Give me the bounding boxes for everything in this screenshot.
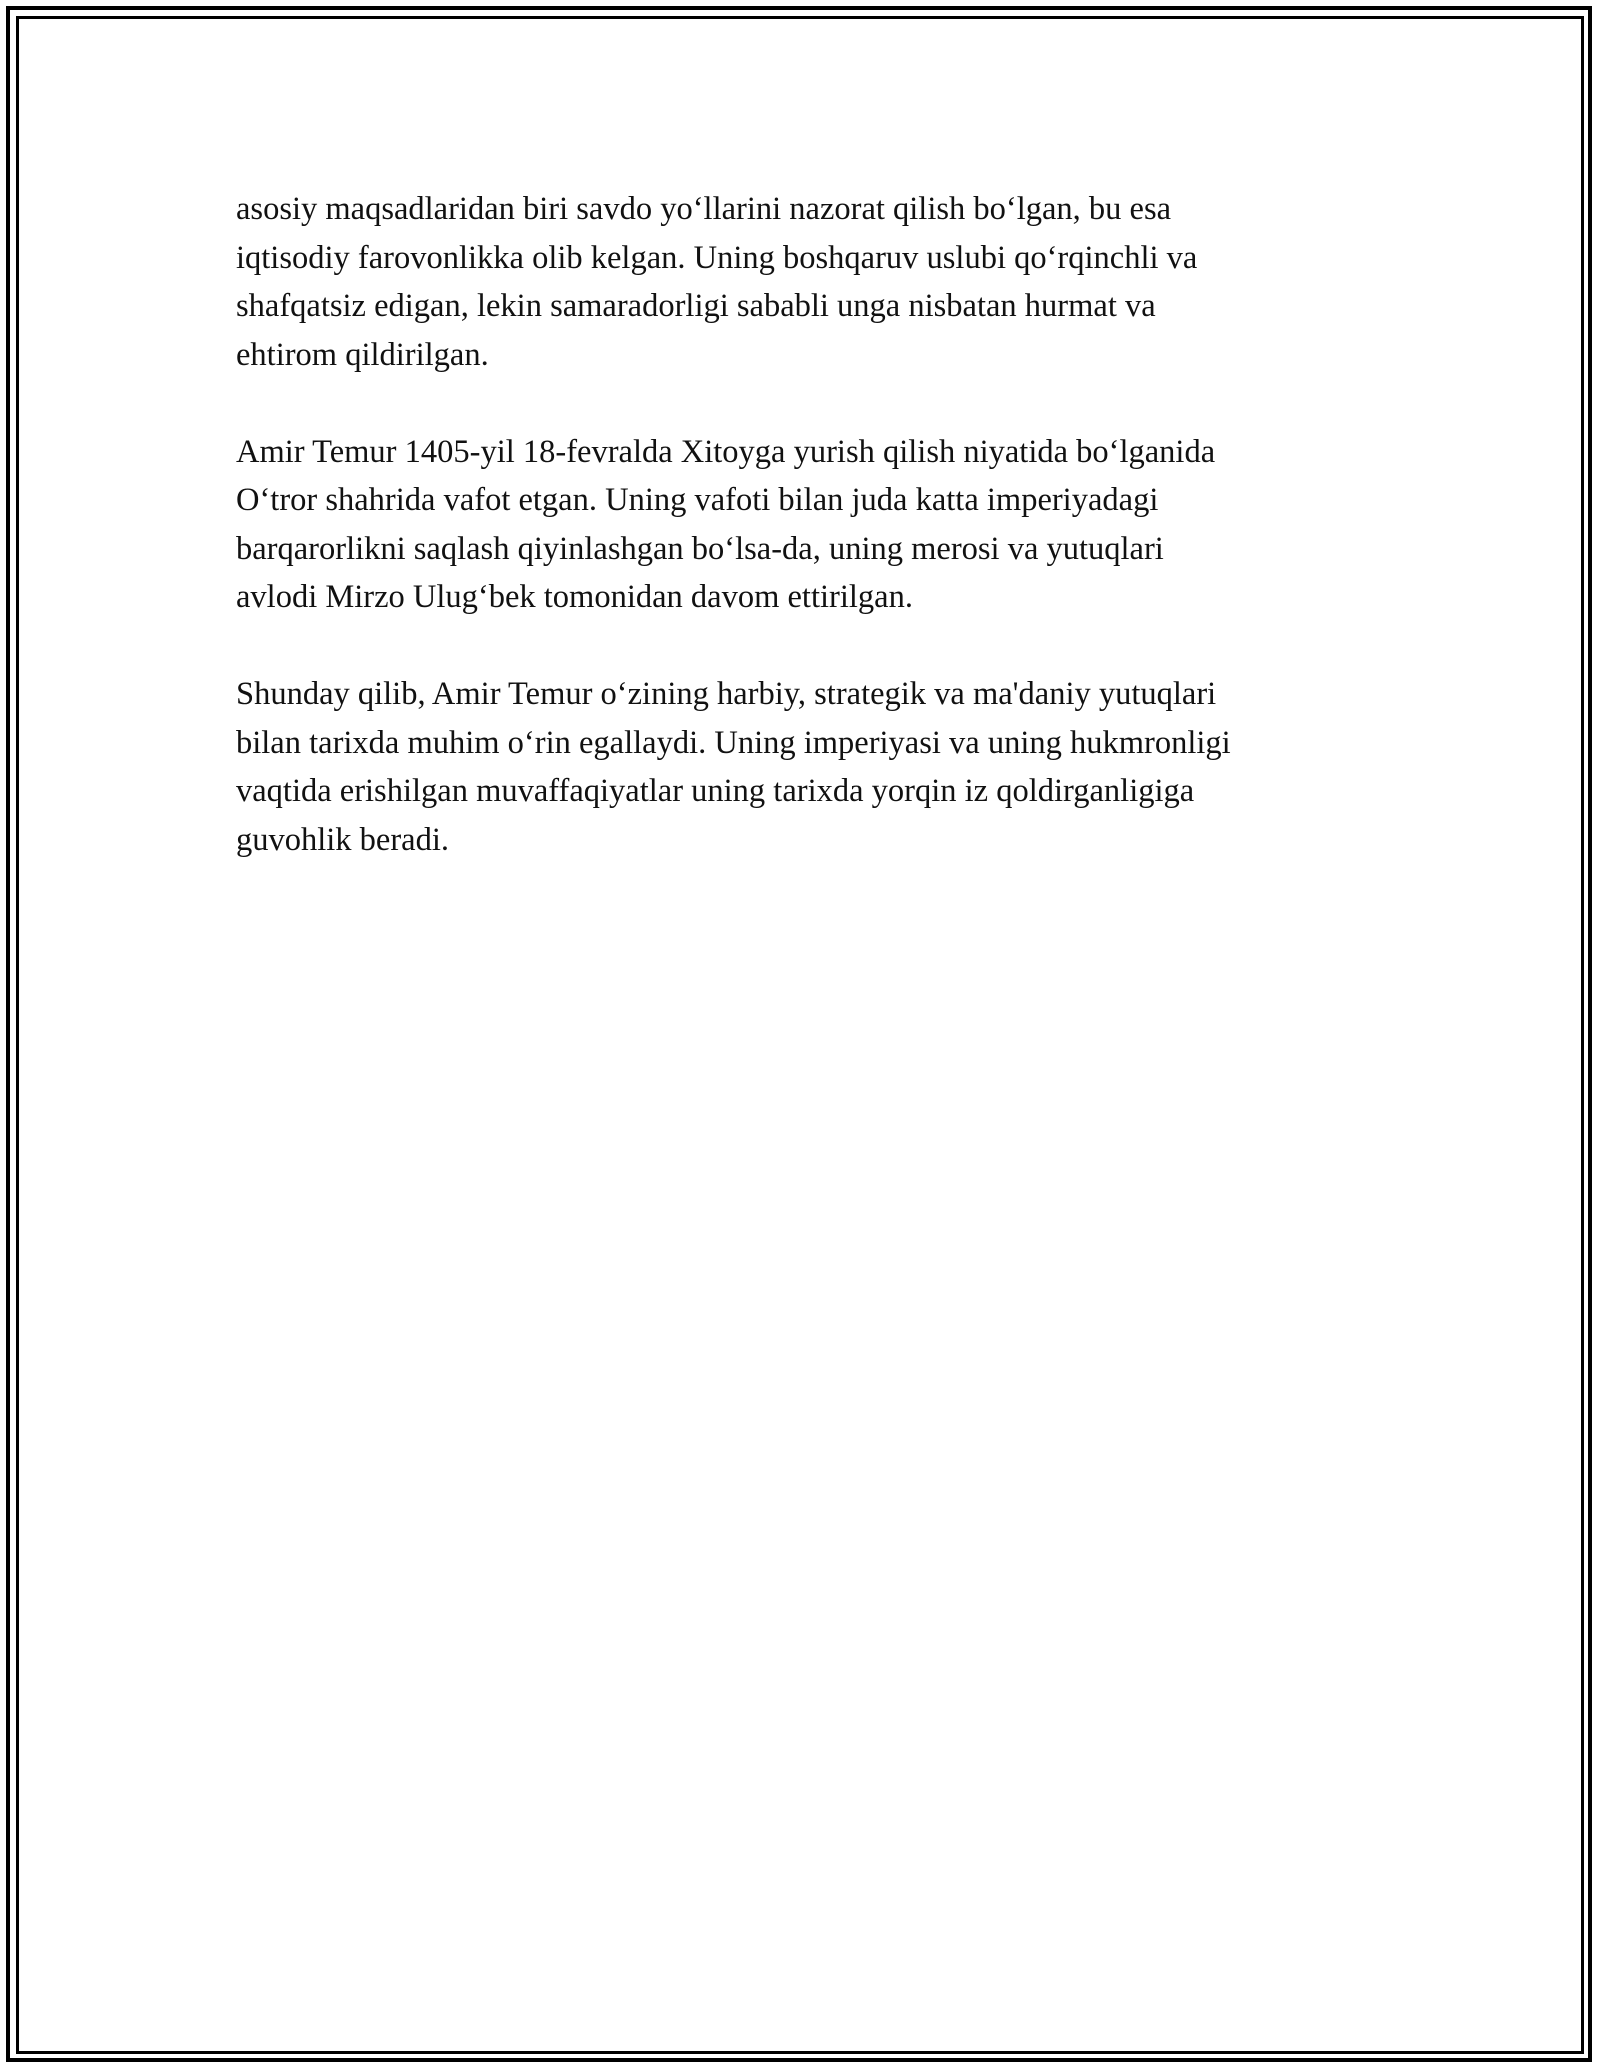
paragraph-line: avlodi Mirzo Ulug‘bek tomonidan davom ettirilgan. (236, 579, 913, 615)
paragraph-line: O‘tror shahrida vafot etgan. Uning vafoti bilan juda katta imperiyadagi (236, 482, 1159, 518)
paragraph-2 (236, 428, 1386, 622)
document-body (236, 185, 1386, 913)
paragraph-line: bilan tarixda muhim o‘rin egallaydi. Uning imperiyasi va uning hukmronligi (236, 724, 1231, 761)
paragraph-line: guvohlik beradi. (236, 821, 450, 858)
paragraph-1 (236, 185, 1386, 379)
paragraph-line: shafqatsiz edigan, lekin samaradorligi sababli unga nisbatan hurmat va (236, 288, 1156, 324)
paragraph-line: asosiy maqsadlaridan biri savdo yo‘llarini nazorat qilish bo‘lgan, bu esa (236, 191, 1172, 227)
paragraph-3 (236, 670, 1386, 864)
paragraph-line: vaqtida erishilgan muvaffaqiyatlar uning tarixda yorqin iz qoldirganligiga (236, 773, 1195, 809)
paragraph-line: Shunday qilib, Amir Temur o‘zining harbiy, strategik va ma'daniy yutuqlari (236, 676, 1217, 712)
paragraph-line: iqtisodiy farovonlikka olib kelgan. Uning boshqaruv uslubi qo‘rqinchli va (236, 239, 1198, 276)
paragraph-line: ehtirom qildirilgan. (236, 336, 489, 373)
paragraph-line: Amir Temur 1405-yil 18-fevralda Xitoyga yurish qilish niyatida bo‘lganida (236, 433, 1216, 470)
paragraph-line: barqarorlikni saqlash qiyinlashgan bo‘lsa-da, uning merosi va yutuqlari (236, 530, 1164, 567)
